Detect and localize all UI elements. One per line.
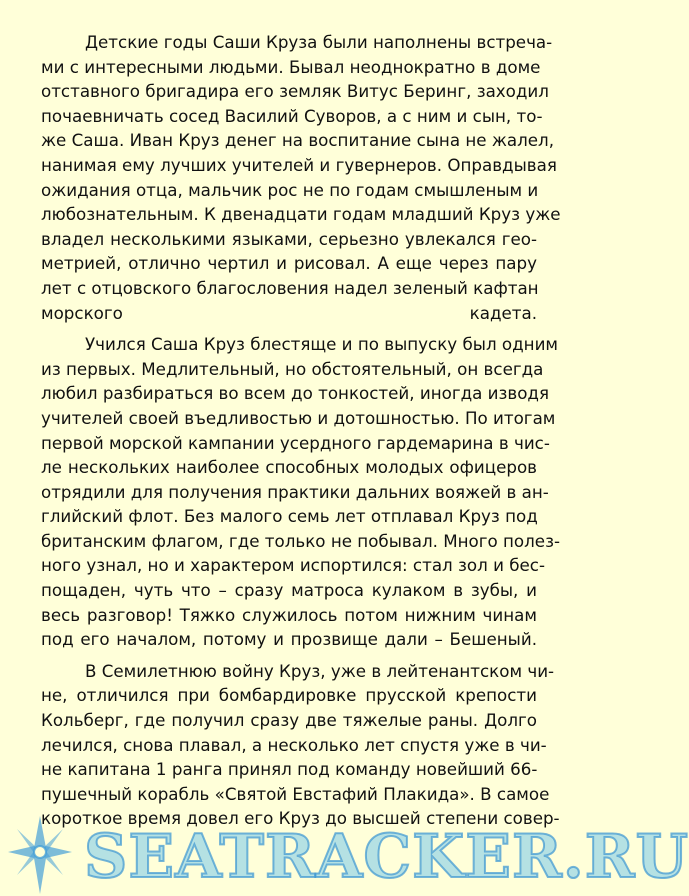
text-line: любознательным. К двенадцати годам младший Круз уже [41, 204, 561, 225]
text-line: Учился Саша Круз блестяще и по выпуску был одним [85, 334, 559, 355]
text-line: почаевничать сосед Василий Суворов, а с ним и сын, то- [41, 105, 543, 126]
paragraph-2 [41, 332, 560, 652]
text-line: нанимая ему лучших учителей и гувернеров. Оправдывая [41, 154, 557, 175]
text-line: глийский флот. Без малого семь лет отплавал Круз под [41, 506, 538, 527]
text-line: ми с интересными людьми. Бывал неоднократно в доме [41, 56, 541, 77]
paragraph-3 [41, 659, 560, 831]
text-line: ле нескольких наиболее способных молодых офицеров [41, 457, 537, 478]
text-line: первой морской кампании усердного гардемарина в чис- [41, 432, 550, 453]
text-line: под его началом, потому и прозвище дали – Бешеный. [41, 629, 537, 650]
text-line: пощаден, чуть что – сразу матроса кулаком в зубы, и [41, 580, 537, 601]
text-line: не, отличился при бомбардировке прусской крепости [41, 685, 537, 706]
text-line: Кольберг, где получил сразу две тяжелые раны. Долго [41, 710, 537, 731]
text-line: британским флагом, где только не побывал. Много полез- [41, 530, 560, 551]
text-line: весь разговор! Тяжко служилось потом нижним чинам [41, 604, 537, 625]
watermark-text: SEATRACKER.RU [84, 822, 689, 892]
text-line: ного узнал, но и характером испортился: стал зол и бес- [41, 555, 545, 576]
text-line: отрядили для получения практики дальних вояжей в ан- [41, 481, 549, 502]
text-line: любил разбираться во всем до тонкостей, иногда изводя [41, 383, 549, 404]
compass-star-icon [0, 808, 90, 896]
document-body [41, 30, 561, 838]
text-line: из первых. Медлительный, но обстоятельный, он всегда [41, 358, 544, 379]
text-line: владел несколькими языками, серьезно увлекался гео- [41, 228, 537, 249]
text-line: В Семилетнюю войну Круз, уже в лейтенантском чи- [85, 660, 555, 681]
text-line: пушечный корабль «Святой Евстафий Плакида». В самое [41, 783, 550, 804]
text-line: короткое время довел его Круз до высшей степени совер- [41, 808, 560, 829]
text-line: же Саша. Иван Круз денег на воспитание сына не жалел, [41, 130, 555, 151]
text-line: ожидания отца, мальчик рос не по годам смышленым и [41, 179, 539, 200]
text-line: учителей своей въедливостью и дотошностью. По итогам [41, 407, 556, 428]
watermark [0, 808, 689, 896]
text-line: лечился, снова плавал, а несколько лет спустя уже в чи- [41, 734, 547, 755]
text-line: метрией, отлично чертил и рисовал. А еще через пару [41, 253, 537, 274]
text-line: отставного бригадира его земляк Витус Беринг, заходил [41, 81, 549, 102]
text-line: Детские годы Саши Круза были наполнены встреча- [85, 32, 553, 52]
text-line: морского кадета. [41, 302, 537, 323]
text-line: не капитана 1 ранга принял под команду новейший 66- [41, 759, 538, 780]
text-line: лет с отцовского благословения надел зеленый кафтан [41, 277, 539, 298]
paragraph-1 [41, 30, 561, 325]
